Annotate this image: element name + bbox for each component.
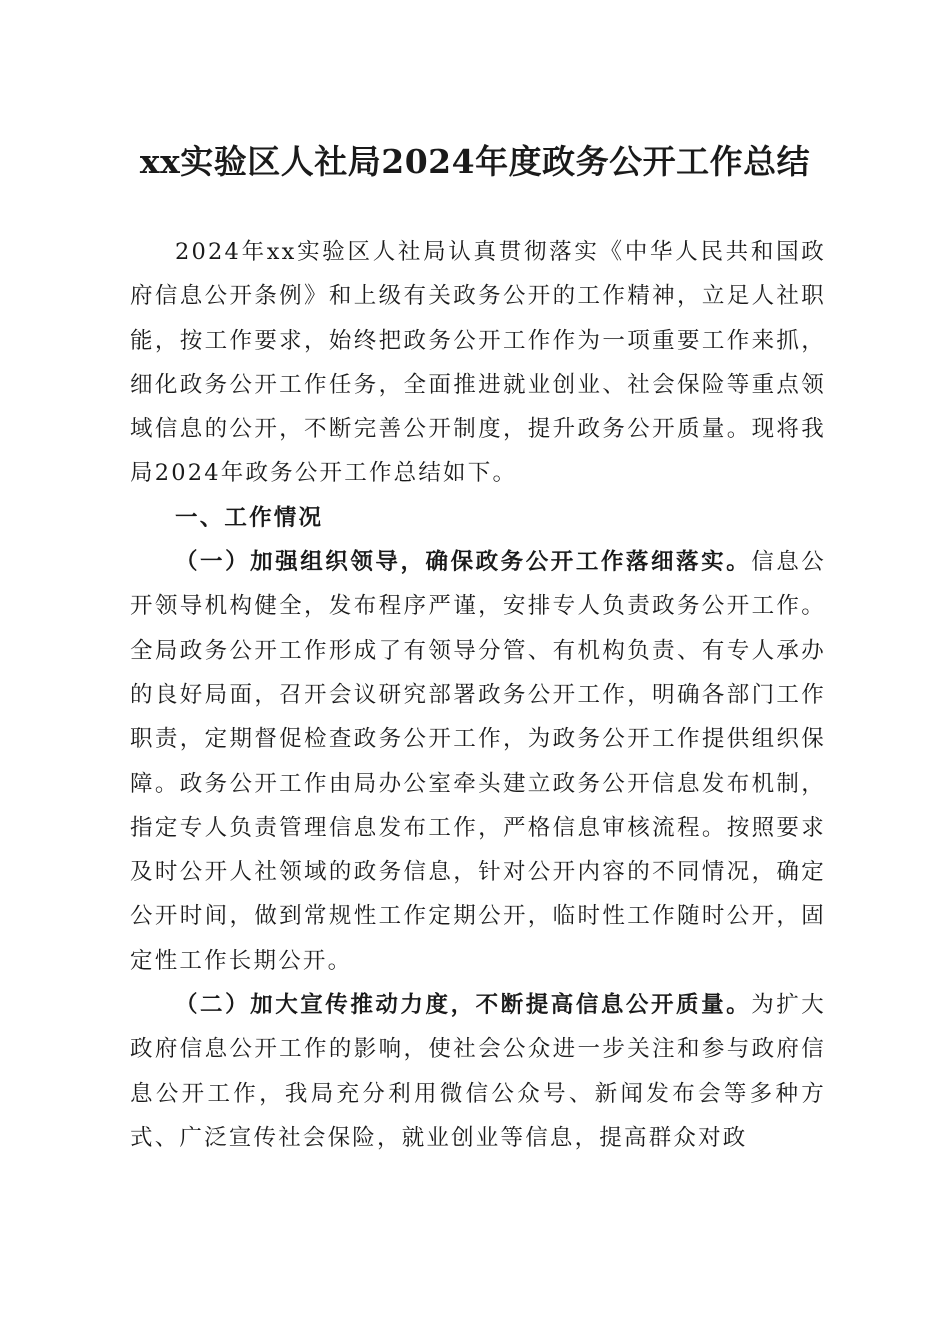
- document-body: [130, 230, 826, 1160]
- item-1-lead: （一）加强组织领导，确保政务公开工作落细落实。: [175, 549, 752, 576]
- item-2-lead: （二）加大宣传推动力度，不断提高信息公开质量。: [175, 992, 752, 1019]
- item-2-paragraph: [130, 983, 826, 1160]
- item-1-paragraph: [130, 540, 826, 983]
- item-2-text: 为扩大政府信息公开工作的影响，使社会公众进一步关注和参与政府信息公开工作，我局充分利用微信公众号、新闻发布会等多种方式、广泛宣传社会保险，就业创业等信息，提高群众对政: [130, 992, 826, 1151]
- intro-paragraph: 2024年xx实验区人社局认真贯彻落实《中华人民共和国政府信息公开条例》和上级有关政务公开的工作精神，立足人社职能，按工作要求，始终把政务公开工作作为一项重要工作来抓，细化政务公开工作任务，全面推进就业创业、社会保险等重点领域信息的公开，不断完善公开制度，提升政务公开质量。现将我局2024年政务公开工作总结如下。: [130, 239, 826, 487]
- section-heading-work-situation: 一、工作情况: [175, 504, 324, 531]
- document-title: xx实验区人社局2024年度政务公开工作总结: [139, 142, 811, 181]
- item-1-text: 信息公开领导机构健全，发布程序严谨，安排专人负责政务公开工作。全局政务公开工作形成了有领导分管、有机构负责、有专人承办的良好局面，召开会议研究部署政务公开工作，明确各部门工作职责，定期督促检查政务公开工作，为政务公开工作提供组织保障。政务公开工作由局办公室牵头建立政务公开信息发布机制，指定专人负责管理信息发布工作，严格信息审核流程。按照要求及时公开人社领域的政务信息，针对公开内容的不同情况，确定公开时间，做到常规性工作定期公开，临时性工作随时公开，固定性工作长期公开。: [130, 549, 826, 974]
